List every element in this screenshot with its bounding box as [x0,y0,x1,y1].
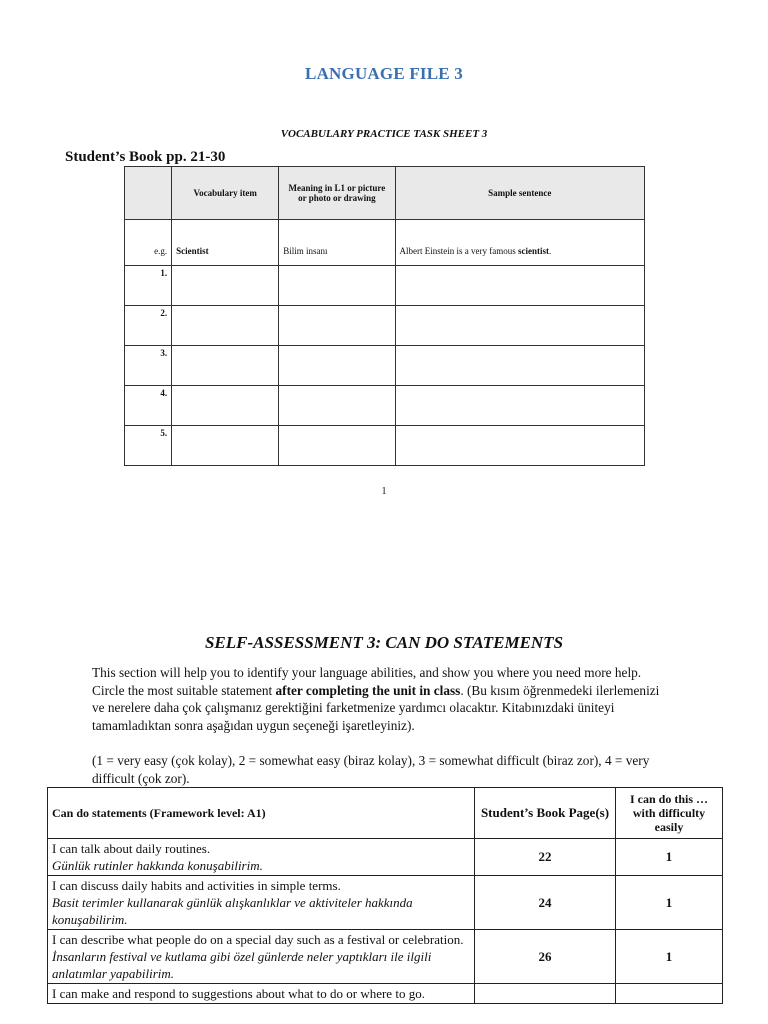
row-number: 2. [125,306,172,346]
vocabulary-table [124,166,645,466]
statement-cell: I can make and respond to suggestions about what to do or where to go. [48,984,475,1004]
page-number: 1 [381,486,387,497]
vocabulary-table-header [125,167,645,220]
self-assessment-intro: This section will help you to identify your language abilities, and show you where you need more help. Circle the most suitable statement after completing the unit in class. (Bu kısım öğrenmedeki ilerlemenizi ve nerelere daha çok çalışmanız gerektiğini farketmenize yardımcı olacaktır. Kitabınızdaki üniteyi tamamladıktan sonra aşağıdan uygun seçeneği işaretleyiniz). [92,665,660,733]
example-label: e.g. [125,220,172,266]
header-sample-sentence: Sample sentence [395,167,645,220]
table-row [125,426,645,466]
vocab-item-cell[interactable] [172,266,279,306]
header-number [125,167,172,220]
statement-cell: I can discuss daily habits and activities in simple terms. Basit terimler kullanarak günlük alışkanlıklar ve aktiviteler hakkında konuşabilirim. [48,876,475,930]
page-cell: 26 [475,930,616,984]
sentence-cell[interactable] [395,426,645,466]
vocab-item-cell[interactable] [172,346,279,386]
meaning-cell[interactable] [279,306,395,346]
vocab-item-cell[interactable] [172,426,279,466]
meaning-cell[interactable] [279,426,395,466]
document-title: LANGUAGE FILE 3 [305,64,463,83]
rating-cell[interactable]: 1 [616,876,723,930]
table-row [125,266,645,306]
example-sentence: Albert Einstein is a very famous scientist. [395,220,645,266]
row-number: 4. [125,386,172,426]
page-cell: 22 [475,839,616,876]
example-row [125,220,645,266]
meaning-cell[interactable] [279,266,395,306]
sentence-cell[interactable] [395,386,645,426]
table-row [125,306,645,346]
page-cell [475,984,616,1004]
sentence-cell[interactable] [395,266,645,306]
rating-scale-note: (1 = very easy (çok kolay), 2 = somewhat easy (biraz kolay), 3 = somewhat difficult (biraz zor), 4 = very difficult (çok zor). [92,753,650,786]
row-number: 5. [125,426,172,466]
self-assessment-title: SELF-ASSESSMENT 3: CAN DO STATEMENTS [204,633,564,652]
vocab-item-cell[interactable] [172,386,279,426]
meaning-cell[interactable] [279,386,395,426]
header-ability: I can do this … with difficulty easily [616,788,723,839]
statement-cell: I can describe what people do on a special day such as a festival or celebration. İnsanların festival ve kutlama gibi özel günlerde neler yaptıkları ile ilgili anlatımlar yapabilirim. [48,930,475,984]
table-row [125,346,645,386]
table-row [125,386,645,426]
can-do-table [47,787,723,1004]
rating-cell[interactable]: 1 [616,839,723,876]
book-reference: Student’s Book pp. 21-30 [65,149,226,165]
table-row [48,930,723,984]
sentence-cell[interactable] [395,306,645,346]
example-item: Scientist [172,220,279,266]
statement-cell: I can talk about daily routines. Günlük rutinler hakkında konuşabilirim. [48,839,475,876]
row-number: 3. [125,346,172,386]
task-sheet-subtitle: VOCABULARY PRACTICE TASK SHEET 3 [280,128,488,140]
row-number: 1. [125,266,172,306]
table-row [48,876,723,930]
header-meaning: Meaning in L1 or picture or photo or drawing [279,167,395,220]
can-do-table-header [48,788,723,839]
rating-cell[interactable]: 1 [616,930,723,984]
sentence-cell[interactable] [395,346,645,386]
page-cell: 24 [475,876,616,930]
meaning-cell[interactable] [279,346,395,386]
header-vocabulary-item: Vocabulary item [172,167,279,220]
table-row [48,839,723,876]
vocab-item-cell[interactable] [172,306,279,346]
table-row [48,984,723,1004]
example-meaning: Bilim insanı [279,220,395,266]
rating-cell[interactable] [616,984,723,1004]
header-statements: Can do statements (Framework level: A1) [48,788,475,839]
header-pages: Student’s Book Page(s) [475,788,616,839]
